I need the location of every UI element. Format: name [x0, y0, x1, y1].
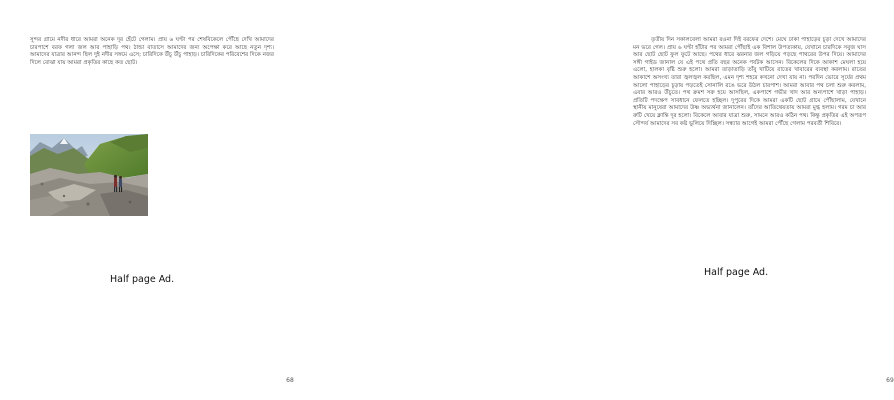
mountain-trail-photo [30, 134, 148, 216]
page-number: 69 [886, 377, 894, 384]
left-page-paragraph: সুন্দর গ্রামে নদীর ধারে আমরা অনেক দূর হেঁটে গেলাম। প্রায় ৬ ঘণ্টা পর শেষবিকেলে পৌঁছে দেখি আমাদের চারপাশে বরফ গলা জল আর পাহাড়ি পথ। ঠান্ডা বাতাসে আমাদের জন্য অপেক্ষা করে আছে নতুন দৃশ্য। আমাদের যাত্রার আনন্দ ছিল দুই নদীর সঙ্গমে এসে; চারিদিকে উঁচু উঁচু পাহাড়। চারিদিকের পরিবেশের দিকে নজর দিলে বোঝা যায় আমরা প্রকৃতির কাছে কত ছোট। [30, 37, 274, 66]
half-page-ad-label: Half page Ad. [110, 274, 175, 285]
half-page-ad-label: Half page Ad. [704, 267, 769, 278]
left-page [0, 0, 300, 400]
right-page [300, 0, 894, 400]
right-page-paragraph: তৃতীয় দিন সকালবেলা আমরা রওনা দিই বরফের দেশে। মেঘে ঢাকা পাহাড়ের চূড়া দেখে আমাদের মন ভরে গেল। প্রায় ৬ ঘণ্টা হাঁটার পর আমরা পৌঁছাই এক বিশাল উপত্যকায়, যেখানে চারদিকে সবুজ ঘাস আর ছোট ছোট ফুল ফুটে আছে। পথের ধারে ঝরনার জল গড়িয়ে পড়ছে পাথরের উপর দিয়ে। আমাদের সঙ্গী গাইড জানাল যে এই পথে প্রতি বছর অনেক পর্যটক আসেন। বিকেলের দিকে আকাশ মেঘলা হয়ে এলো, হালকা বৃষ্টি শুরু হলো। আমরা তাড়াতাড়ি তাঁবু খাটিয়ে রাতের খাবারের ব্যবস্থা করলাম। রাতের আকাশে অসংখ্য তারা জ্বলজ্বল করছিল, এমন দৃশ্য শহরে কখনো দেখা যায় না। পরদিন ভোরে সূর্যের প্রথম আলো পাহাড়ের চূড়ায় পড়তেই সোনালি রঙে ভরে উঠল চারপাশ। আমরা আবার পথ চলা শুরু করলাম, এবার আরও উঁচুতে। পথ ক্রমশ সরু হয়ে আসছিল, একপাশে গভীর খাদ আর অন্যপাশে খাড়া পাহাড়। প্রতিটি পদক্ষেপ সাবধানে ফেলতে হচ্ছিল। দুপুরের দিকে আমরা একটি ছোট গ্রামে পৌঁছালাম, যেখানে স্থানীয় মানুষেরা আমাদের উষ্ণ অভ্যর্থনা জানালেন। তাঁদের আতিথেয়তায় আমরা মুগ্ধ হলাম। গরম চা আর রুটি খেয়ে ক্লান্তি দূর হলো। বিকেলে আবার যাত্রা শুরু, সামনে আরও কঠিন পথ। কিন্তু প্রকৃতির এই অপরূপ সৌন্দর্য আমাদের সব কষ্ট ভুলিয়ে দিচ্ছিল। সন্ধ্যার আগেই আমরা পৌঁছে গেলাম পরবর্তী শিবিরে। [633, 37, 866, 127]
page-number: 68 [286, 377, 294, 384]
